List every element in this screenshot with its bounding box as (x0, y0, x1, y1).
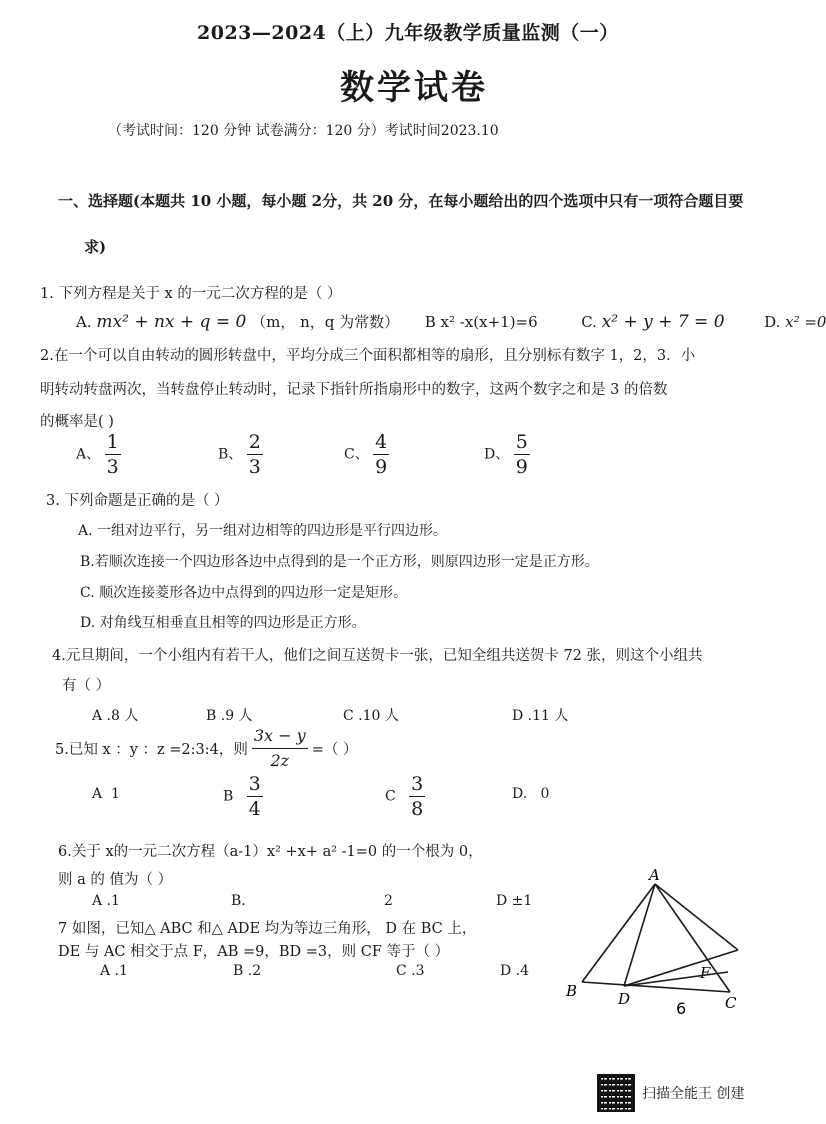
q1-option-b-expr: x² -x(x+1)=6 (440, 313, 538, 331)
question-5-stem (55, 724, 357, 773)
q4-option-d: D .11 人 (512, 708, 569, 724)
q1-option-d-expr: x² =0 (785, 313, 826, 331)
q6-option-b: B. (231, 893, 246, 909)
point-c-label: C (725, 994, 737, 1012)
question-7-line-2: DE 与 AC 相交于点 F，AB =9，BD =3，则 CF 等于（ ） (58, 944, 450, 960)
segment-de (624, 950, 738, 986)
question-1-stem: 1. 下列方程是关于 x 的一元二次方程的是（ ） (40, 286, 342, 302)
q1-option-b-label: B (424, 313, 436, 331)
question-7-line-1: 7 如图，已知△ ABC 和△ ADE 均为等边三角形， D 在 BC 上， (58, 921, 477, 937)
q7-option-c: C .3 (396, 963, 425, 979)
segment-df (624, 972, 728, 986)
q1-option-c-expr: x² + y + 7 = 0 (601, 312, 725, 332)
question-3-stem: 3. 下列命题是正确的是（ ） (46, 493, 229, 509)
segment-ab (582, 884, 655, 982)
q1-option-d-label: D. (764, 313, 781, 331)
q1-option-a-note: （m， n，q 为常数） (251, 313, 400, 331)
q4-option-b: B .9 人 (206, 708, 253, 724)
question-2-line-1: 2.在一个可以自由转动的圆形转盘中，平均分成三个面积都相等的扇形，且分别标有数字 1，2，3．小 (40, 348, 696, 364)
q5-fraction-denominator: 2z (270, 751, 290, 770)
q4-option-c: C .10 人 (343, 708, 399, 724)
q7-option-d: D .4 (500, 963, 530, 979)
segment-bc (582, 982, 730, 992)
point-d-label: D (618, 990, 631, 1008)
q2-option-a-denominator: 3 (106, 456, 119, 478)
segment-ae (655, 884, 738, 950)
point-a-label: A (649, 866, 660, 884)
exam-header-title: 2023—2024（上）九年级教学质量监测（一） (197, 22, 619, 44)
q2-option-d-numerator: 5 (515, 431, 528, 453)
q5-option-c-denominator: 8 (411, 798, 424, 820)
q3-option-d: D. 对角线互相垂直且相等的四边形是正方形。 (80, 615, 366, 631)
question-6-line-2: 则 a 的 值为（ ） (58, 872, 173, 888)
q6-option-c: 2 (384, 893, 393, 909)
q4-option-a: A .8 人 (92, 708, 139, 724)
q5-option-c-numerator: 3 (411, 773, 424, 795)
q2-option-a-label: A、 (76, 446, 101, 463)
q5-option-c (385, 772, 425, 821)
qr-code-icon (597, 1074, 635, 1112)
q5-option-d-value: 0 (540, 786, 550, 802)
question-2-line-2: 明转动转盘两次，当转盘停止转动时，记录下指针所指扇形中的数字，这两个数字之和是 3 的倍数 (40, 382, 668, 398)
q5-stem-tail: =（ ） (311, 742, 358, 758)
q7-option-b: B .2 (233, 963, 262, 979)
section-heading-cont: 求) (84, 238, 107, 256)
q2-option-a (76, 430, 121, 479)
q2-option-c (344, 430, 389, 479)
point-b-label: B (566, 982, 578, 1000)
question-2-line-3: 的概率是( ) (40, 414, 114, 430)
scanner-watermark: 扫描全能王 创建 (642, 1086, 745, 1102)
segment-ac (655, 884, 730, 992)
point-f-label: F (700, 964, 711, 982)
q2-option-c-numerator: 4 (375, 431, 388, 453)
q2-option-b-label: B、 (218, 446, 243, 463)
q2-option-d-label: D、 (484, 446, 510, 463)
section-heading: 一、选择题(本题共 10 小题，每小题 2分，共 20 分，在每小题给出的四个选项中只有一项符合题目要 (58, 192, 744, 210)
question-6-line-1: 6.关于 x的一元二次方程（a-1）x² +x+ a² -1=0 的一个根为 0， (58, 844, 483, 860)
q2-option-c-label: C、 (344, 446, 369, 463)
question-4-line-1: 4.元旦期间，一个小组内有若干人，他们之间互送贺卡一张，已知全组共送贺卡 72 张，则这个小组共 (52, 648, 703, 664)
triangle-figure (560, 862, 770, 1022)
q5-stem-text: 5.已知 x ：y ：z =2:3:4，则 (55, 742, 248, 758)
q5-option-c-label: C (385, 788, 396, 805)
q2-option-d (484, 430, 530, 479)
q3-option-a: A. 一组对边平行，另一组对边相等的四边形是平行四边形。 (78, 523, 448, 539)
q5-option-a (92, 786, 120, 802)
question-1-options: A. mx² + nx + q = 0 （m， n，q 为常数） B x² -x(x+1)=6 C. x² + y + 7 = 0 D. x² =0 (76, 312, 826, 332)
exam-info: （考试时间：120 分钟 试卷满分：120 分）考试时间2023.10 (108, 123, 499, 139)
segment-ad (624, 884, 655, 986)
q6-option-d: D ±1 (496, 893, 533, 909)
q1-option-a-expr: mx² + nx + q = 0 (96, 312, 247, 332)
q3-option-b: B.若顺次连接一个四边形各边中点得到的是一个正方形，则原四边形一定是正方形。 (80, 554, 599, 570)
q1-option-c-label: C (581, 313, 593, 331)
length-annotation: 6 (676, 999, 687, 1018)
q2-option-b (218, 430, 263, 479)
q5-option-b (223, 772, 263, 821)
q2-option-b-denominator: 3 (248, 456, 261, 478)
q1-option-a-label: A (76, 313, 87, 331)
exam-subject-title: 数学试卷 (340, 68, 488, 108)
q2-option-a-numerator: 1 (106, 431, 119, 453)
q5-option-b-label: B (223, 788, 234, 805)
q5-option-d-label: D. (512, 786, 528, 802)
q2-option-d-denominator: 9 (515, 456, 528, 478)
q5-option-a-value: 1 (111, 786, 120, 802)
question-4-line-2: 有（ ） (62, 678, 111, 694)
q2-option-b-numerator: 2 (248, 431, 261, 453)
q5-option-b-numerator: 3 (248, 773, 261, 795)
q5-fraction-numerator: 3x − y (252, 724, 308, 749)
q5-option-b-denominator: 4 (248, 798, 261, 820)
q3-option-c: C. 顺次连接菱形各边中点得到的四边形一定是矩形。 (80, 585, 408, 601)
q2-option-c-denominator: 9 (375, 456, 388, 478)
q5-option-d (512, 786, 549, 802)
q7-option-a: A .1 (100, 963, 128, 979)
q5-option-a-label: A (92, 786, 103, 802)
q6-option-a: A .1 (92, 893, 120, 909)
